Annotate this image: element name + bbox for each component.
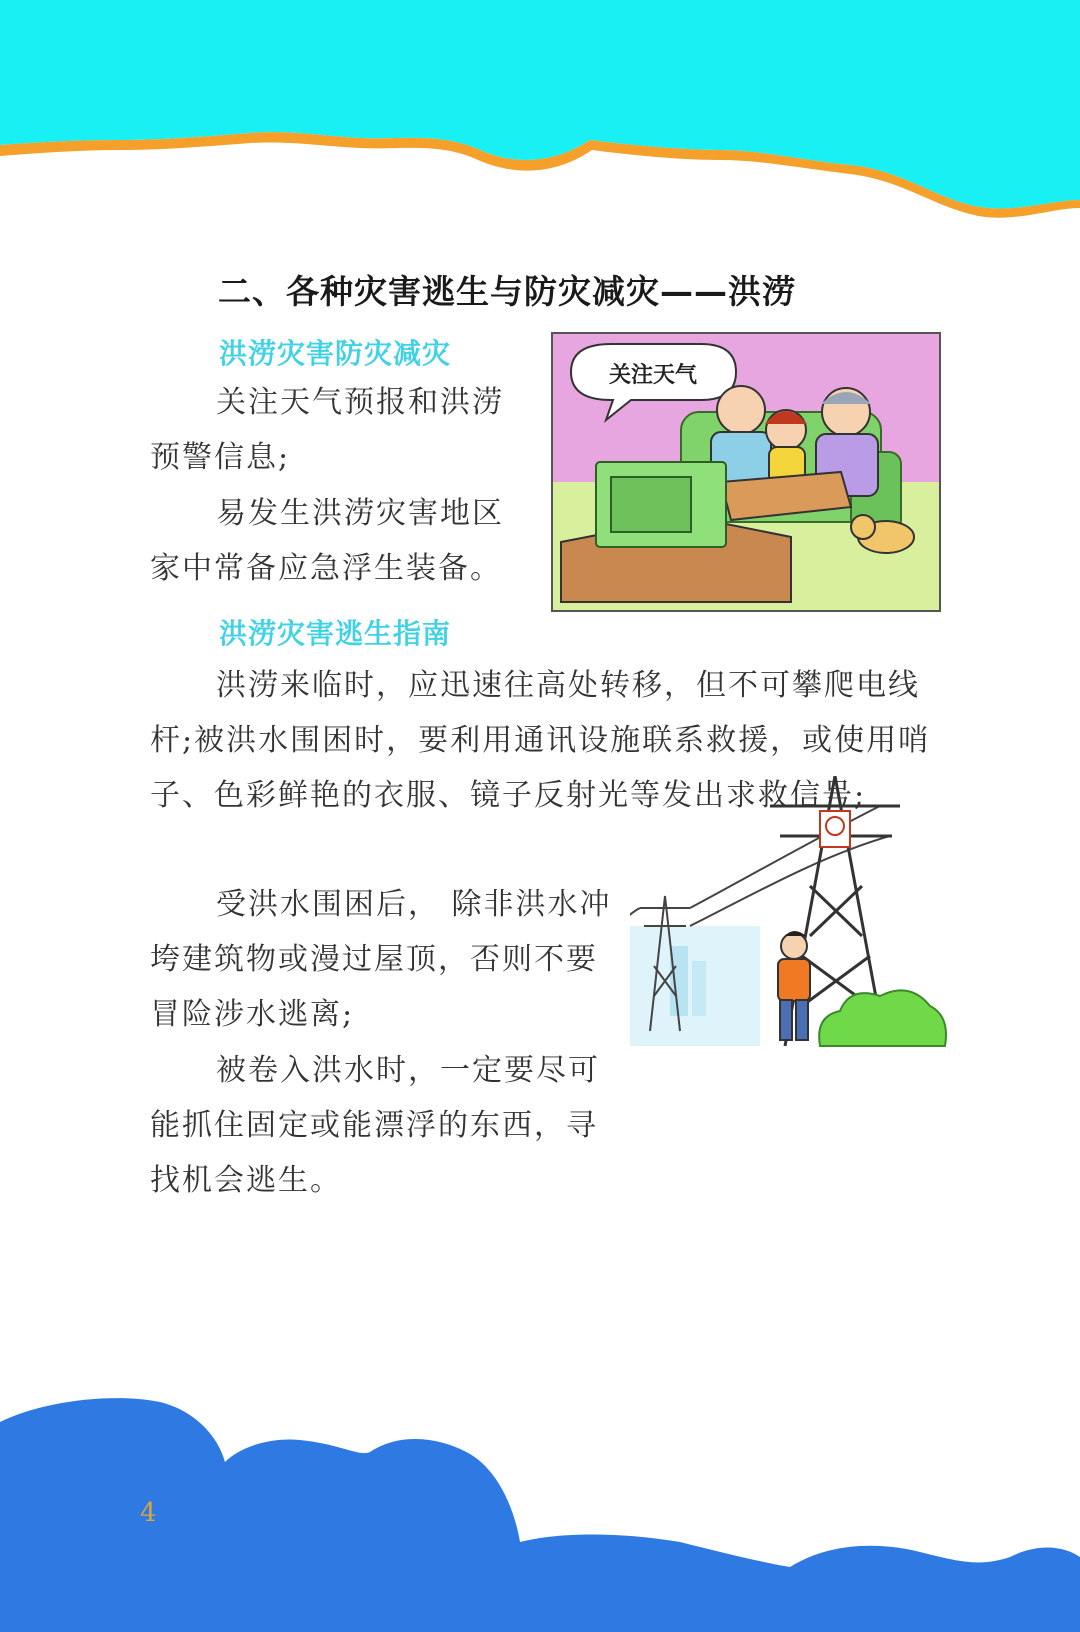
top-sky-decoration [0, 0, 1080, 230]
section-heading-escape: 洪涝灾害逃生指南 [219, 617, 452, 650]
paragraph-escape-high-ground: 洪涝来临时，应迅速往高处转移，但不可攀爬电线杆;被洪水围困时，要利用通讯设施联系救援，或使用哨子、色彩鲜艳的衣服、镜子反射光等发出求救信号; [150, 668, 931, 813]
page-title: 二、各种灾害逃生与防灾减灾——洪涝 [218, 272, 796, 311]
paragraph-equipment: 易发生洪涝灾害地区家中常备应急浮生装备。 [150, 496, 504, 586]
page-number: 4 [140, 1498, 157, 1528]
paragraph-trapped: 受洪水围困后， 除非洪水冲垮建筑物或漫过屋顶，否则不要冒险涉水逃离; [150, 887, 612, 1032]
section-heading-prevention: 洪涝灾害防灾减灾 [219, 337, 452, 370]
family-watching-tv-illustration [551, 332, 941, 612]
speech-bubble-text: 关注天气 [608, 363, 698, 388]
bottom-cloud-decoration [0, 1392, 1080, 1632]
paragraph-weather: 关注天气预报和洪涝预警信息; [150, 385, 504, 475]
paragraph-swept-away: 被卷入洪水时，一定要尽可能抓住固定或能漂浮的东西，寻找机会逃生。 [150, 1053, 600, 1198]
